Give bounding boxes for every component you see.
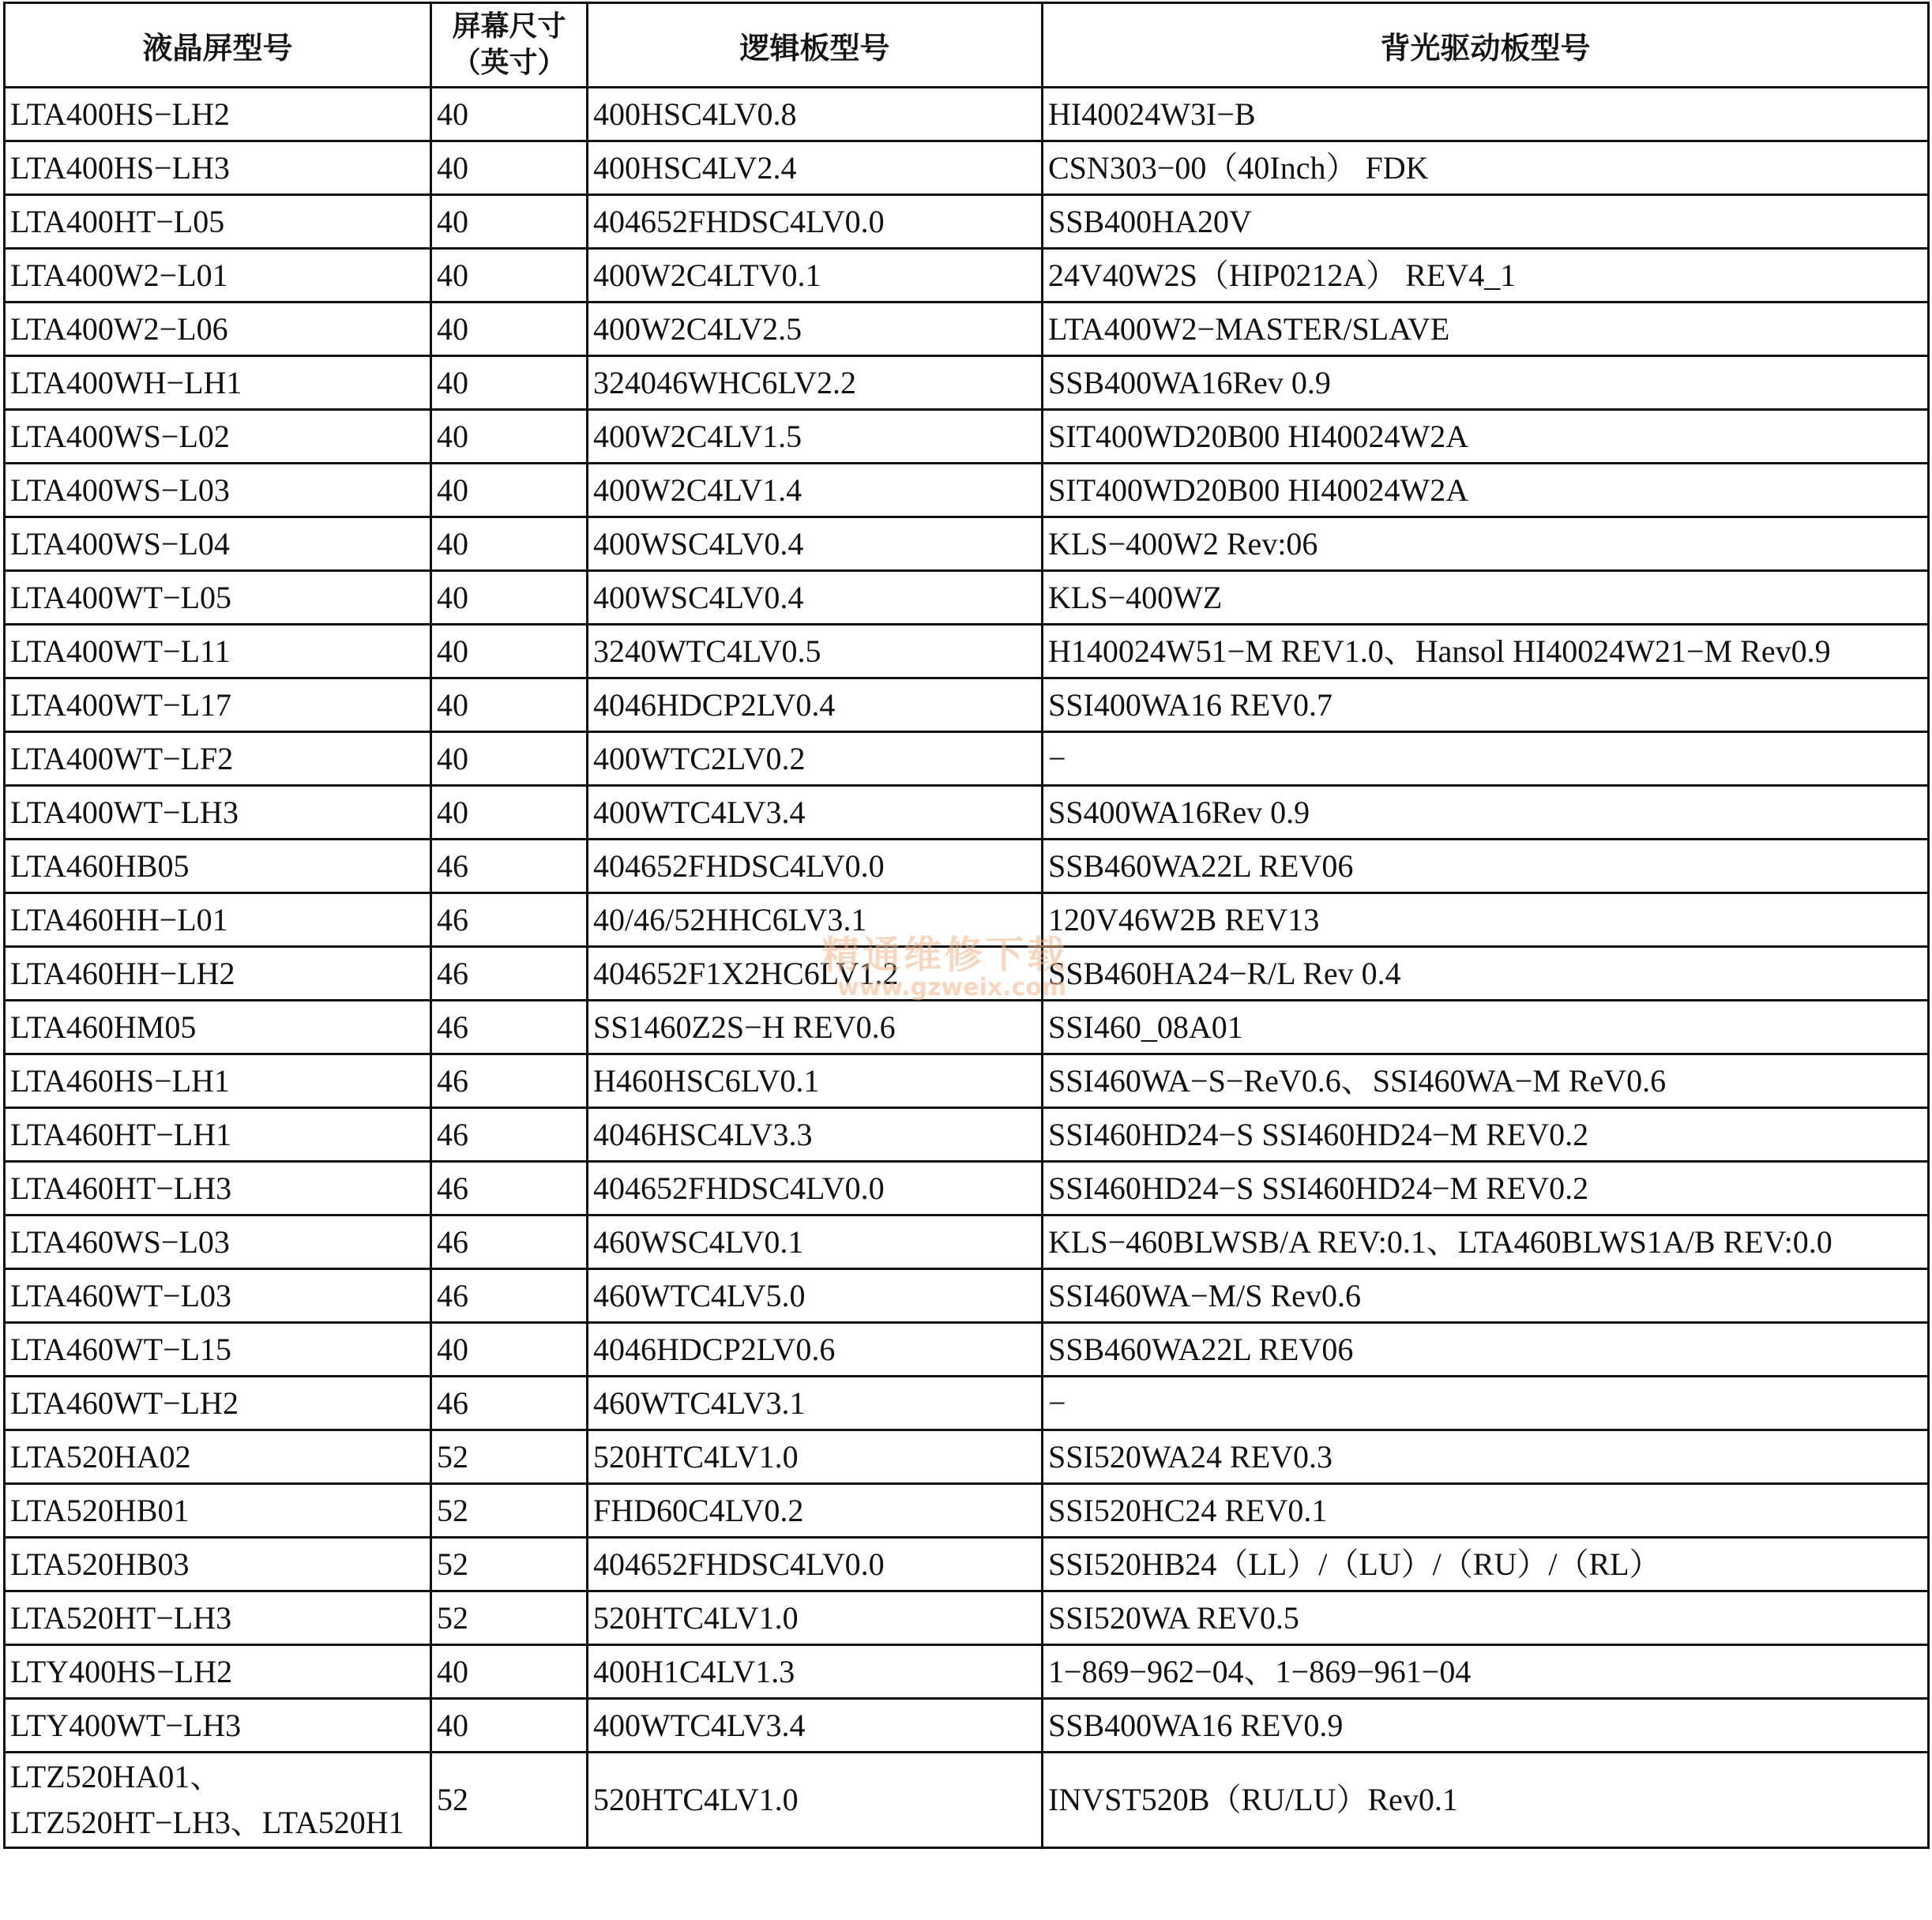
cell-screen-size: 40 bbox=[431, 678, 588, 732]
table-row bbox=[5, 1645, 1929, 1699]
cell-logic-board: 520HTC4LV1.0 bbox=[588, 1753, 1043, 1848]
cell-panel-model: LTA460HH−L01 bbox=[5, 893, 431, 947]
cell-panel-model: LTA400WH−LH1 bbox=[5, 356, 431, 410]
header-row bbox=[5, 3, 1929, 88]
cell-logic-board: 400WSC4LV0.4 bbox=[588, 571, 1043, 625]
cell-screen-size: 46 bbox=[431, 1377, 588, 1430]
cell-logic-board: FHD60C4LV0.2 bbox=[588, 1484, 1043, 1538]
table-row bbox=[5, 88, 1929, 141]
cell-backlight-board: KLS−400W2 Rev:06 bbox=[1043, 517, 1929, 571]
cell-backlight-board: SSI520HC24 REV0.1 bbox=[1043, 1484, 1929, 1538]
cell-screen-size: 52 bbox=[431, 1591, 588, 1645]
cell-screen-size: 40 bbox=[431, 356, 588, 410]
cell-screen-size: 40 bbox=[431, 517, 588, 571]
cell-logic-board: 460WSC4LV0.1 bbox=[588, 1215, 1043, 1269]
cell-backlight-board: CSN303−00（40Inch） FDK bbox=[1043, 141, 1929, 195]
table-row bbox=[5, 840, 1929, 893]
table-row bbox=[5, 1484, 1929, 1538]
cell-panel-model: LTA400WT−L11 bbox=[5, 625, 431, 678]
cell-logic-board: 404652FHDSC4LV0.0 bbox=[588, 195, 1043, 249]
cell-screen-size: 46 bbox=[431, 1269, 588, 1323]
cell-logic-board: 400HSC4LV0.8 bbox=[588, 88, 1043, 141]
cell-backlight-board: SSB400WA16 REV0.9 bbox=[1043, 1699, 1929, 1753]
table-row bbox=[5, 1215, 1929, 1269]
table-row bbox=[5, 1108, 1929, 1162]
table-row bbox=[5, 1591, 1929, 1645]
cell-panel-model: LTA460HT−LH1 bbox=[5, 1108, 431, 1162]
cell-backlight-board: SSB400HA20V bbox=[1043, 195, 1929, 249]
cell-backlight-board: SSI460WA−M/S Rev0.6 bbox=[1043, 1269, 1929, 1323]
cell-logic-board: 4046HSC4LV3.3 bbox=[588, 1108, 1043, 1162]
table-row bbox=[5, 464, 1929, 517]
cell-logic-board: 520HTC4LV1.0 bbox=[588, 1430, 1043, 1484]
cell-screen-size: 46 bbox=[431, 1001, 588, 1054]
header-logic-board: 逻辑板型号 bbox=[588, 3, 1043, 88]
table-row bbox=[5, 1001, 1929, 1054]
cell-screen-size: 40 bbox=[431, 410, 588, 464]
cell-screen-size: 52 bbox=[431, 1484, 588, 1538]
table-row bbox=[5, 141, 1929, 195]
cell-backlight-board: SIT400WD20B00 HI40024W2A bbox=[1043, 464, 1929, 517]
cell-backlight-board: SSI400WA16 REV0.7 bbox=[1043, 678, 1929, 732]
cell-screen-size: 40 bbox=[431, 88, 588, 141]
cell-panel-model: LTA400WT−L17 bbox=[5, 678, 431, 732]
cell-logic-board: 460WTC4LV5.0 bbox=[588, 1269, 1043, 1323]
cell-screen-size: 40 bbox=[431, 249, 588, 302]
cell-panel-model: LTY400WT−LH3 bbox=[5, 1699, 431, 1753]
cell-logic-board: 520HTC4LV1.0 bbox=[588, 1591, 1043, 1645]
cell-logic-board: 400HSC4LV2.4 bbox=[588, 141, 1043, 195]
cell-backlight-board: SSI460HD24−S SSI460HD24−M REV0.2 bbox=[1043, 1108, 1929, 1162]
cell-logic-board: 404652F1X2HC6LV1.2 bbox=[588, 947, 1043, 1001]
cell-logic-board: 404652FHDSC4LV0.0 bbox=[588, 1538, 1043, 1591]
table-row bbox=[5, 625, 1929, 678]
cell-panel-model: LTA400WS−L03 bbox=[5, 464, 431, 517]
cell-logic-board: 400W2C4LV2.5 bbox=[588, 302, 1043, 356]
cell-backlight-board: SSI520WA24 REV0.3 bbox=[1043, 1430, 1929, 1484]
cell-logic-board: 404652FHDSC4LV0.0 bbox=[588, 840, 1043, 893]
cell-panel-model: LTY400HS−LH2 bbox=[5, 1645, 431, 1699]
cell-logic-board: 324046WHC6LV2.2 bbox=[588, 356, 1043, 410]
cell-backlight-board: HI40024W3I−B bbox=[1043, 88, 1929, 141]
cell-screen-size: 52 bbox=[431, 1430, 588, 1484]
cell-backlight-board: SSI460HD24−S SSI460HD24−M REV0.2 bbox=[1043, 1162, 1929, 1215]
cell-logic-board: 4046HDCP2LV0.4 bbox=[588, 678, 1043, 732]
cell-screen-size: 40 bbox=[431, 571, 588, 625]
cell-screen-size: 46 bbox=[431, 1215, 588, 1269]
cell-backlight-board: LTA400W2−MASTER/SLAVE bbox=[1043, 302, 1929, 356]
cell-screen-size: 52 bbox=[431, 1538, 588, 1591]
table-row bbox=[5, 1377, 1929, 1430]
cell-panel-model: LTA520HB03 bbox=[5, 1538, 431, 1591]
table-row bbox=[5, 356, 1929, 410]
table-row bbox=[5, 1323, 1929, 1377]
cell-panel-model: LTA460WT−L03 bbox=[5, 1269, 431, 1323]
cell-panel-model: LTA400WT−LH3 bbox=[5, 786, 431, 840]
cell-logic-board: 400WSC4LV0.4 bbox=[588, 517, 1043, 571]
cell-backlight-board: SSB400WA16Rev 0.9 bbox=[1043, 356, 1929, 410]
cell-backlight-board: − bbox=[1043, 1377, 1929, 1430]
cell-panel-model: LTA460HT−LH3 bbox=[5, 1162, 431, 1215]
cell-logic-board: H460HSC6LV0.1 bbox=[588, 1054, 1043, 1108]
cell-backlight-board: KLS−460BLWSB/A REV:0.1、LTA460BLWS1A/B REV:0.0 bbox=[1043, 1215, 1929, 1269]
cell-backlight-board: INVST520B（RU/LU）Rev0.1 bbox=[1043, 1753, 1929, 1848]
cell-panel-model: LTA400W2−L06 bbox=[5, 302, 431, 356]
cell-screen-size: 40 bbox=[431, 1645, 588, 1699]
table-row bbox=[5, 786, 1929, 840]
cell-panel-model: LTA400WS−L02 bbox=[5, 410, 431, 464]
cell-panel-model: LTZ520HA01、LTZ520HT−LH3、LTA520H1 bbox=[5, 1753, 431, 1848]
cell-backlight-board: H140024W51−M REV1.0、Hansol HI40024W21−M Rev0.9 bbox=[1043, 625, 1929, 678]
cell-panel-model: LTA520HB01 bbox=[5, 1484, 431, 1538]
table-row bbox=[5, 1699, 1929, 1753]
table-row bbox=[5, 893, 1929, 947]
cell-backlight-board: SSB460HA24−R/L Rev 0.4 bbox=[1043, 947, 1929, 1001]
cell-panel-model: LTA460WT−L15 bbox=[5, 1323, 431, 1377]
cell-logic-board: 400W2C4LV1.5 bbox=[588, 410, 1043, 464]
cell-logic-board: 460WTC4LV3.1 bbox=[588, 1377, 1043, 1430]
table-row bbox=[5, 302, 1929, 356]
cell-logic-board: 3240WTC4LV0.5 bbox=[588, 625, 1043, 678]
cell-backlight-board: SSI520HB24（LL）/（LU）/（RU）/（RL） bbox=[1043, 1538, 1929, 1591]
table-row bbox=[5, 678, 1929, 732]
cell-logic-board: SS1460Z2S−H REV0.6 bbox=[588, 1001, 1043, 1054]
cell-backlight-board: 24V40W2S（HIP0212A） REV4_1 bbox=[1043, 249, 1929, 302]
cell-screen-size: 40 bbox=[431, 464, 588, 517]
cell-panel-model: LTA520HA02 bbox=[5, 1430, 431, 1484]
cell-backlight-board: SS400WA16Rev 0.9 bbox=[1043, 786, 1929, 840]
cell-screen-size: 40 bbox=[431, 195, 588, 249]
cell-panel-model: LTA520HT−LH3 bbox=[5, 1591, 431, 1645]
cell-screen-size: 40 bbox=[431, 786, 588, 840]
cell-panel-model: LTA460WS−L03 bbox=[5, 1215, 431, 1269]
cell-panel-model: LTA400WT−LF2 bbox=[5, 732, 431, 786]
cell-panel-model: LTA400WS−L04 bbox=[5, 517, 431, 571]
table-row bbox=[5, 410, 1929, 464]
table-row bbox=[5, 947, 1929, 1001]
table-row bbox=[5, 1538, 1929, 1591]
cell-backlight-board: 120V46W2B REV13 bbox=[1043, 893, 1929, 947]
cell-screen-size: 40 bbox=[431, 732, 588, 786]
cell-panel-model: LTA400WT−L05 bbox=[5, 571, 431, 625]
header-size-line2: （英寸） bbox=[452, 47, 566, 79]
cell-backlight-board: 1−869−962−04、1−869−961−04 bbox=[1043, 1645, 1929, 1699]
table-body bbox=[5, 88, 1929, 1848]
cell-logic-board: 400H1C4LV1.3 bbox=[588, 1645, 1043, 1699]
cell-screen-size: 46 bbox=[431, 1054, 588, 1108]
table-container bbox=[3, 2, 1927, 1849]
cell-screen-size: 40 bbox=[431, 1323, 588, 1377]
cell-panel-model: LTA400HS−LH2 bbox=[5, 88, 431, 141]
cell-screen-size: 46 bbox=[431, 947, 588, 1001]
cell-backlight-board: − bbox=[1043, 732, 1929, 786]
cell-backlight-board: SIT400WD20B00 HI40024W2A bbox=[1043, 410, 1929, 464]
cell-panel-model: LTA460HH−LH2 bbox=[5, 947, 431, 1001]
cell-backlight-board: SSI460_08A01 bbox=[1043, 1001, 1929, 1054]
cell-screen-size: 40 bbox=[431, 625, 588, 678]
table-row bbox=[5, 195, 1929, 249]
cell-logic-board: 400WTC4LV3.4 bbox=[588, 1699, 1043, 1753]
table-row bbox=[5, 732, 1929, 786]
header-panel-model: 液晶屏型号 bbox=[5, 3, 431, 88]
cell-screen-size: 40 bbox=[431, 302, 588, 356]
table-row bbox=[5, 517, 1929, 571]
cell-panel-model: LTA460HM05 bbox=[5, 1001, 431, 1054]
cell-screen-size: 46 bbox=[431, 1162, 588, 1215]
cell-panel-model: LTA400W2−L01 bbox=[5, 249, 431, 302]
cell-backlight-board: SSI460WA−S−ReV0.6、SSI460WA−M ReV0.6 bbox=[1043, 1054, 1929, 1108]
cell-panel-model: LTA400HS−LH3 bbox=[5, 141, 431, 195]
watermark-text: 精通维修下载 bbox=[821, 933, 1069, 977]
cell-screen-size: 46 bbox=[431, 1108, 588, 1162]
cell-screen-size: 46 bbox=[431, 893, 588, 947]
cell-logic-board: 40/46/52HHC6LV3.1 bbox=[588, 893, 1043, 947]
cell-panel-model: LTA460HB05 bbox=[5, 840, 431, 893]
cell-screen-size: 52 bbox=[431, 1753, 588, 1848]
cell-logic-board: 4046HDCP2LV0.6 bbox=[588, 1323, 1043, 1377]
cell-logic-board: 400WTC4LV3.4 bbox=[588, 786, 1043, 840]
cell-screen-size: 40 bbox=[431, 1699, 588, 1753]
cell-panel-model: LTA460WT−LH2 bbox=[5, 1377, 431, 1430]
table-row bbox=[5, 1430, 1929, 1484]
cell-backlight-board: SSI520WA REV0.5 bbox=[1043, 1591, 1929, 1645]
cell-logic-board: 400W2C4LV1.4 bbox=[588, 464, 1043, 517]
cell-logic-board: 400WTC2LV0.2 bbox=[588, 732, 1043, 786]
cell-logic-board: 404652FHDSC4LV0.0 bbox=[588, 1162, 1043, 1215]
cell-logic-board: 400W2C4LTV0.1 bbox=[588, 249, 1043, 302]
header-backlight-board: 背光驱动板型号 bbox=[1043, 3, 1929, 88]
header-screen-size bbox=[431, 3, 588, 88]
table-row bbox=[5, 1054, 1929, 1108]
cell-backlight-board: SSB460WA22L REV06 bbox=[1043, 1323, 1929, 1377]
cell-screen-size: 46 bbox=[431, 840, 588, 893]
table-row bbox=[5, 571, 1929, 625]
table-row bbox=[5, 1162, 1929, 1215]
cell-panel-model: LTA400HT−L05 bbox=[5, 195, 431, 249]
table-row bbox=[5, 1269, 1929, 1323]
cell-backlight-board: SSB460WA22L REV06 bbox=[1043, 840, 1929, 893]
watermark-url: www.gzweix.com bbox=[837, 974, 1067, 1001]
table-row bbox=[5, 249, 1929, 302]
table-row bbox=[5, 1753, 1929, 1848]
cell-backlight-board: KLS−400WZ bbox=[1043, 571, 1929, 625]
cell-screen-size: 40 bbox=[431, 141, 588, 195]
header-size-line1: 屏幕尺寸 bbox=[452, 10, 566, 43]
cell-panel-model: LTA460HS−LH1 bbox=[5, 1054, 431, 1108]
panel-board-table bbox=[3, 2, 1930, 1849]
